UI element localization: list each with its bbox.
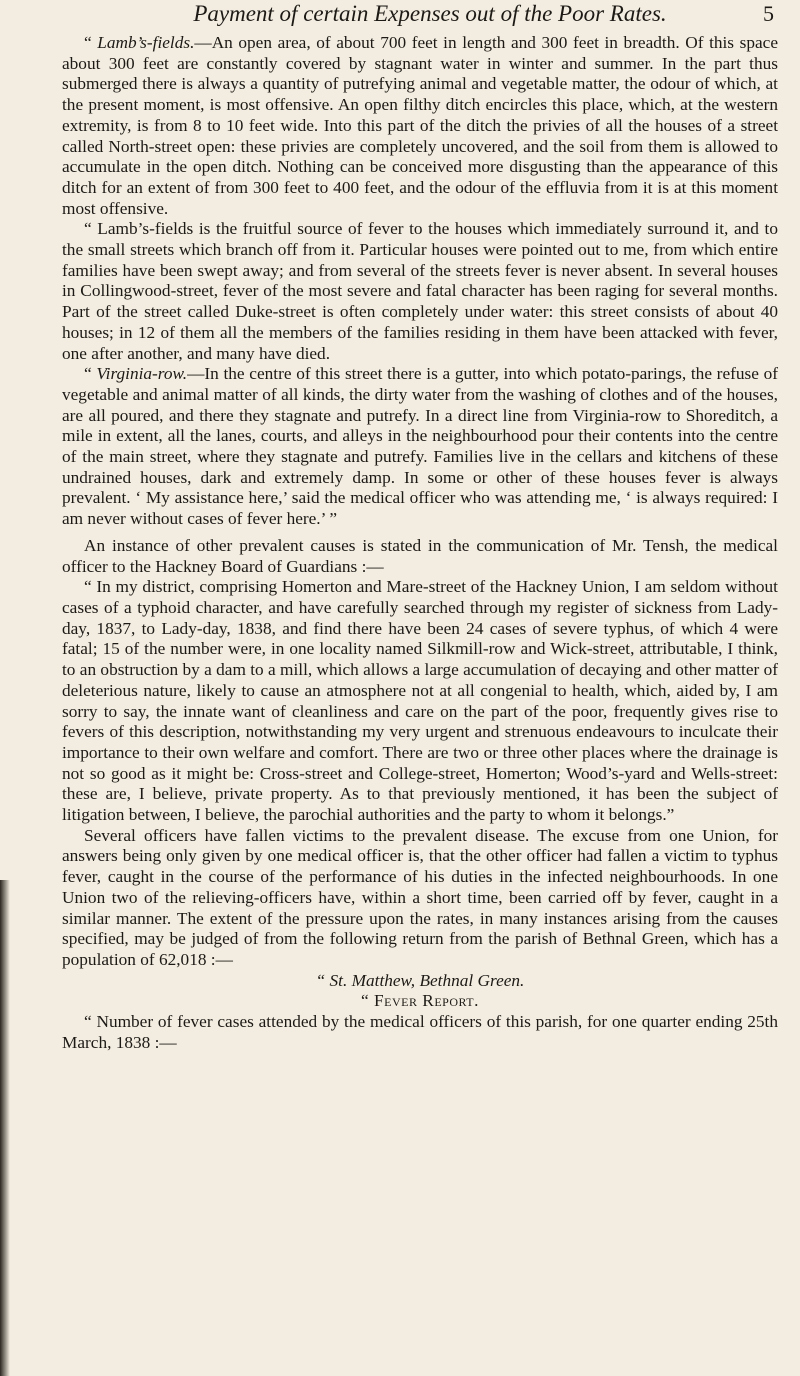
place-name: Virginia-row. xyxy=(96,364,188,384)
running-title: Payment of certain Expenses out of the Poor Rates. xyxy=(193,1,667,26)
return-parish-heading xyxy=(62,971,778,992)
paragraph-lambs-fields-fever: “ Lamb’s-fields is the fruitful source of fever to the houses which immediately surround it, and to the small streets which branch off from it. Particular houses were pointed out to me, from which entire families have been swept away; and from several of the streets fever is never absent. In several houses in Collingwood-street, fever of the most severe and fatal character has been raging for several months. Part of the street called Duke-street is often completely under water: this street consists of about 40 houses; in 12 of them all the members of the families residing in them have been attacked with fever, one after another, and many have died. xyxy=(62,219,778,363)
page-header xyxy=(80,0,780,30)
paragraph-lead: “ xyxy=(84,364,97,384)
paragraph-virginia-row xyxy=(62,364,778,530)
paragraph-tensh-intro: An instance of other prevalent causes is stated in the communication of Mr. Tensh, the medical officer to the Hackney Board of Guardians :— xyxy=(62,535,778,576)
paragraph-lead: “ xyxy=(84,33,98,52)
fever-report-heading: “ Fever Report. xyxy=(361,991,479,1011)
paragraph-officers-victims: Several officers have fallen victims to the prevalent disease. The excuse from one Union, for answers being only given by one medical officer is, that the other officer had fallen a victim to typhus fever, caught in the course of the performance of his duties in the infected neighbourhoods. In one Union two of the relieving-officers have, within a short time, been carried off by fever, caught in a similar manner. The extent of the pressure upon the rates, in many instances arising from the causes specified, may be judged of from the following return from the parish of Bethnal Green, which has a population of 62,018 :— xyxy=(62,825,778,969)
body-text xyxy=(62,33,778,1053)
paragraph-text: —In the centre of this street there is a gutter, into which potato-parings, the refuse of vegetable and animal matter of all kinds, the dirty water from the washing of clothes and of the houses, are all poured, and there they stagnate and putrefy. In a direct line from Virginia-row to Shoreditch, a mile in extent, all the lanes, courts, and alleys in the neighbourhood pour their contents into the centre of the main street, where they stagnate and putrefy. Families live in the cellars and kitchens of these undrained houses, dark and extremely damp. In some or other of these houses fever is always prevalent. ‘ My assistance here,’ said the medical officer who was attending me, ‘ is always required: I am never without cases of fever here.’ ” xyxy=(62,364,778,529)
paragraph-text: —An open area, of about 700 feet in length and 300 feet in breadth. Of this space about 300 feet are constantly covered by stagnant water in winter and summer. In the part thus submerged there is always a quantity of putrefying animal and vegetable matter, the odour of which, at the present moment, is most offensive. An open filthy ditch encircles this place, which, at the western extremity, is from 8 to 10 feet wide. Into this part of the ditch the privies of all the houses of a street called North-street open: these privies are completely uncovered, and the soil from them is allowed to accumulate in the open ditch. Nothing can be conceived more disgusting than the appearance of this ditch for an extent of from 300 feet to 400 feet, and the odour of the effluvia from it is at this moment most offensive. xyxy=(62,33,778,218)
paragraph-tensh-quote: “ In my district, comprising Homerton and Mare-street of the Hackney Union, I am seldom without cases of a typhoid character, and have carefully searched through my register of sickness from Lady-day, 1837, to Lady-day, 1838, and find there have been 24 cases of severe typhus, of which 4 were fatal; 15 of the number were, in one locality named Silkmill-row and Wick-street, attributable, I think, to an obstruction by a dam to a mill, which allows a large accumulation of decaying and other matter of deleterious nature, likely to cause an atmosphere not at all congenial to health, which, aided by, I am sorry to say, the innate want of cleanliness and care on the part of the poor, frequently gives rise to fevers of this description, notwithstanding my very urgent and strenuous endeavours to inculcate their importance to their own welfare and comfort. There are two or three other places where the drainage is not so good as it might be: Cross-street and College-street, Homerton; Wood’s-yard and Wells-street: these are, I believe, private property. As to that previously mentioned, it has been the subject of litigation between, I believe, the parochial authorities and the party to whom it belongs.” xyxy=(62,577,778,825)
binding-shadow xyxy=(0,880,10,1376)
parish-name: “ St. Matthew, Bethnal Green. xyxy=(315,970,525,990)
paragraph-fever-cases: “ Number of fever cases attended by the medical officers of this parish, for one quarter ending 25th March, 1838 :— xyxy=(62,1012,778,1052)
paragraph-lambs-fields xyxy=(62,33,778,219)
page-number: 5 xyxy=(763,1,774,26)
place-name: Lamb’s-fields. xyxy=(97,33,195,52)
